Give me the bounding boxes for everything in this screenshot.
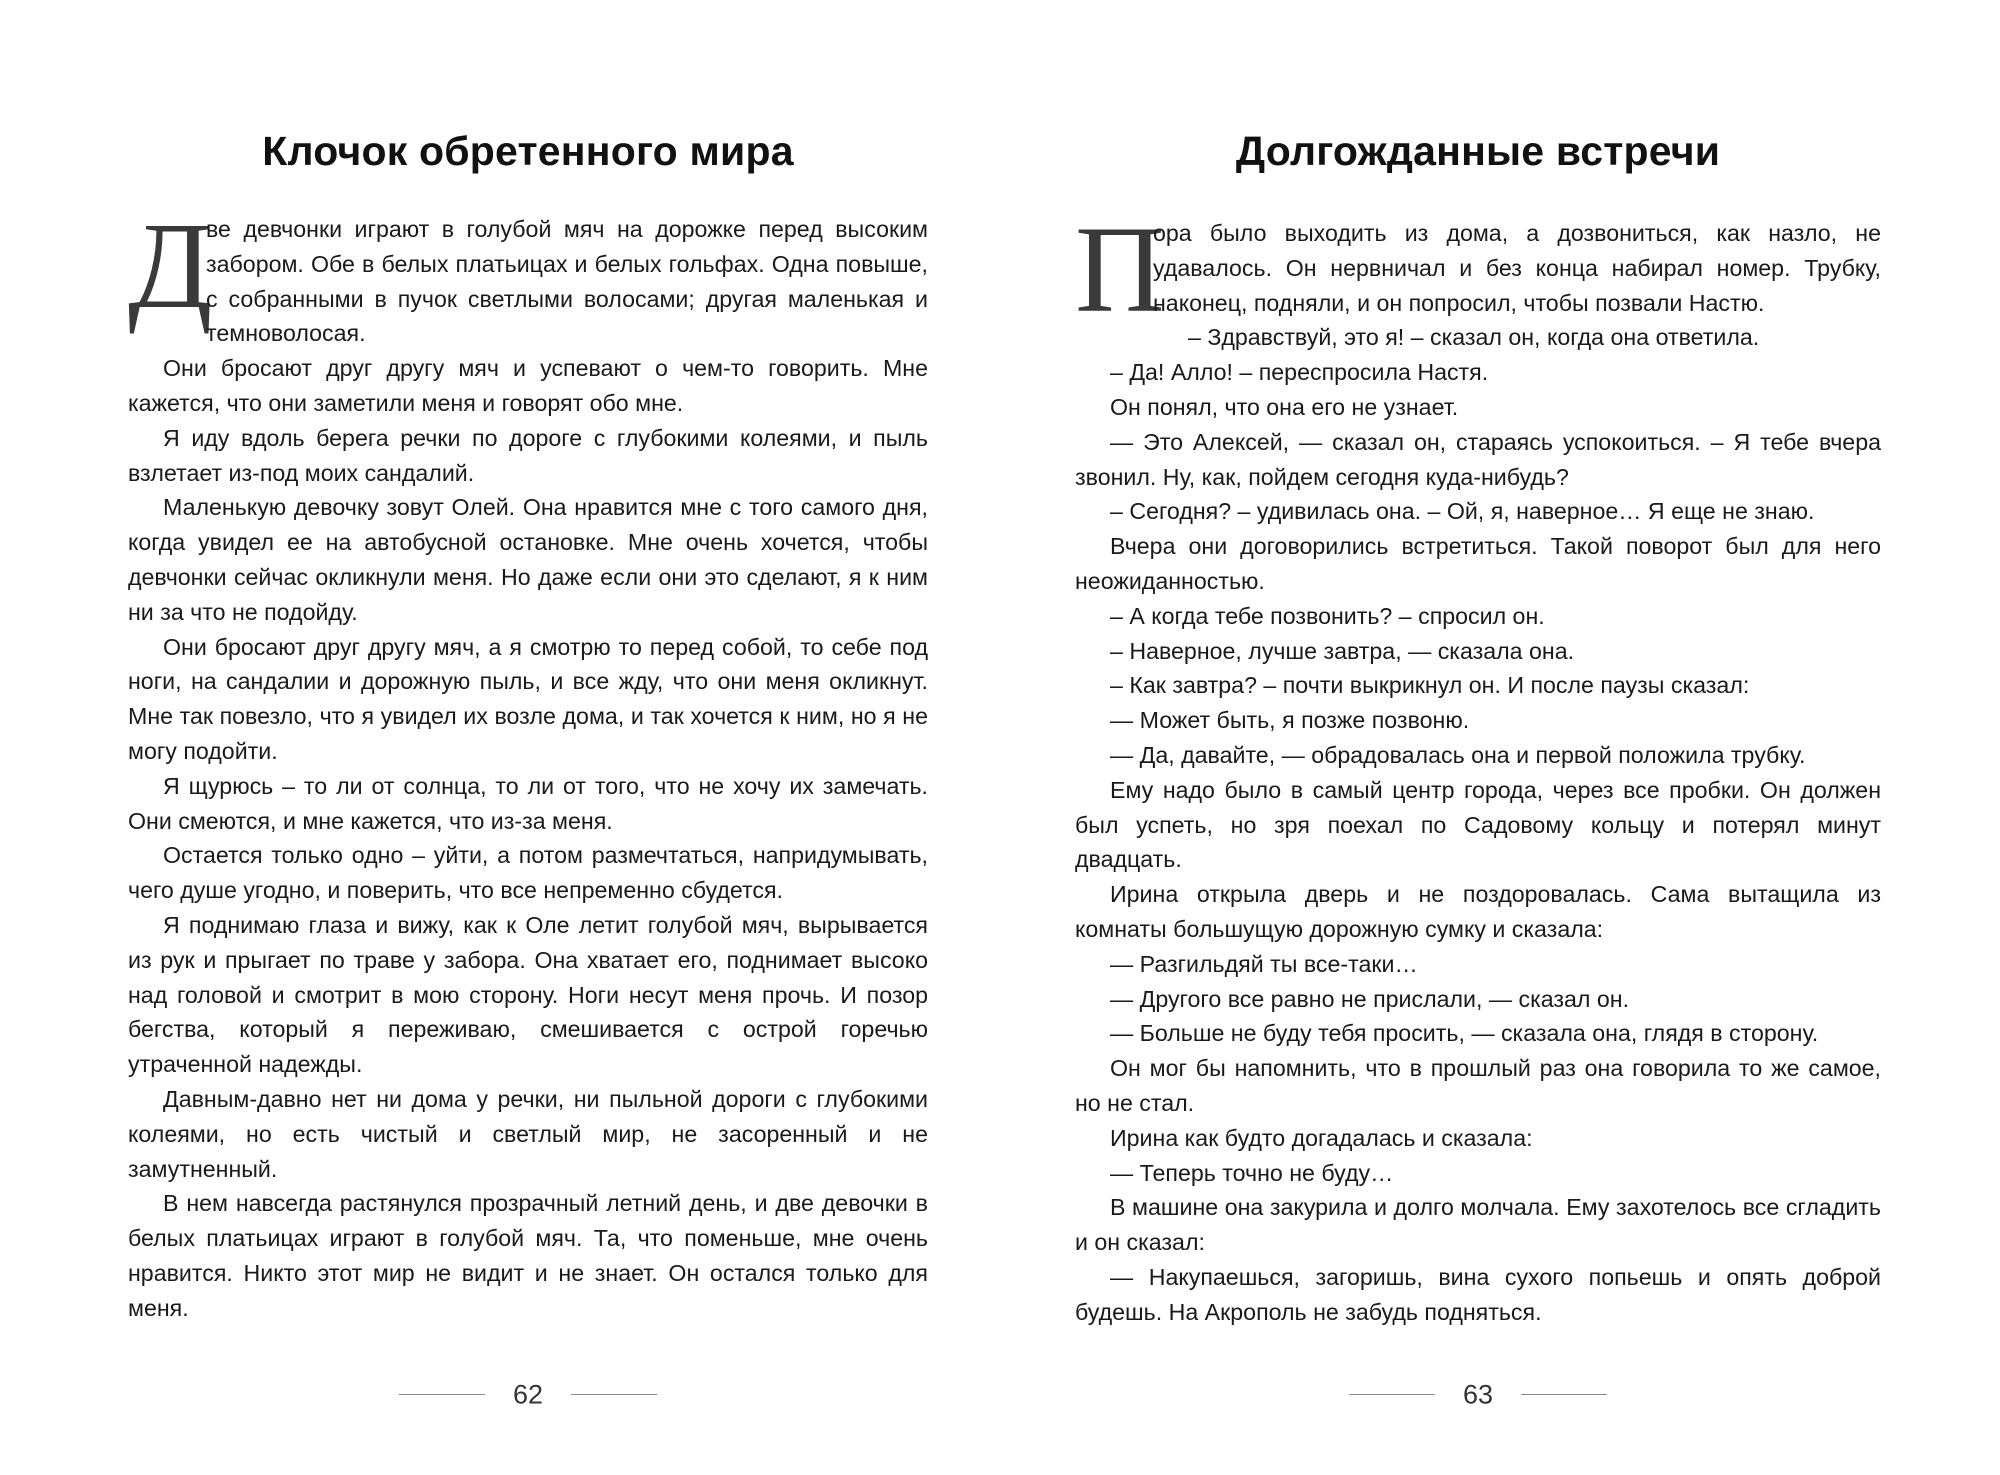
right-paragraph: — Накупаешься, загоришь, вина сухого попьешь и опять доброй будешь. На Акрополь не забудь подняться. bbox=[1075, 1263, 1881, 1325]
right-dropcap: П bbox=[1075, 201, 1165, 338]
left-paragraph: Маленькую девочку зовут Олей. Она нравится мне с того самого дня, когда увидел ее на автобусной остановке. Мне очень хочется, чтобы девчонки сейчас окликнули меня. Но даже если они это сделают, я к ним ни за что не подойду. bbox=[128, 494, 928, 625]
right-paragraph: — Да, давайте, — обрадовалась она и первой положила трубку. bbox=[1110, 741, 1806, 768]
left-page-number-value: 62 bbox=[512, 1379, 544, 1410]
right-paragraph: – Здравствуй, это я! – сказал он, когда она ответила. bbox=[1188, 324, 1760, 351]
right-paragraph: — Это Алексей, — сказал он, стараясь успокоиться. – Я тебе вчера звонил. Ну, как, пойдем сегодня куда-нибудь? bbox=[1075, 428, 1881, 490]
left-page-title: Клочок обретенного мира bbox=[262, 128, 794, 174]
left-paragraph: Они бросают друг другу мяч и успевают о чем-то говорить. Мне кажется, что они заметили меня и говорят обо мне. bbox=[128, 355, 928, 416]
right-paragraph: – Наверное, лучше завтра, — сказала она. bbox=[1110, 637, 1575, 664]
folio-rule-right bbox=[571, 1394, 657, 1395]
left-page bbox=[128, 0, 928, 1475]
left-paragraph: В нем навсегда растянулся прозрачный летний день, и две девочки в белых платьицах играют в голубой мяч. Та, что поменьше, мне очень нравится. Никто этот мир не видит и не знает. Он остался только для меня. bbox=[128, 1190, 928, 1321]
left-page-number bbox=[128, 1378, 928, 1410]
left-page-body bbox=[128, 197, 928, 1326]
folio-rule-right bbox=[1521, 1394, 1607, 1395]
right-paragraph: – Как завтра? – почти выкрикнул он. И после паузы сказал: bbox=[1110, 672, 1750, 699]
right-paragraph: — Разгильдяй ты все-таки… bbox=[1110, 950, 1418, 977]
left-first-paragraph-text: ве девчонки играют в голубой мяч на дорожке перед высоким забором. Обе в белых платьицах и белых гольфах. Одна повыше, с собранными в пучок светлыми волосами; другая маленькая и темноволосая. bbox=[206, 216, 928, 347]
right-paragraph: — Теперь точно не буду… bbox=[1110, 1159, 1394, 1186]
left-paragraph: Они бросают друг другу мяч, а я смотрю то перед собой, то себе под ноги, на сандалии и дорожную пыль, и все жду, что они меня окликнут. Мне так повезло, что я увидел их возле дома, и так хочется к ним, но я не могу подойти. bbox=[128, 633, 928, 764]
right-page-number bbox=[1075, 1378, 1881, 1410]
right-page-number-value: 63 bbox=[1462, 1379, 1494, 1410]
left-paragraph: Я щурюсь – то ли от солнца, то ли от того, что не хочу их замечать. Они смеются, и мне кажется, что из-за меня. bbox=[128, 772, 928, 834]
left-paragraph: Остается только одно – уйти, а потом размечтаться, напридумывать, чего душе угодно, и поверить, что все непременно сбудется. bbox=[128, 842, 928, 904]
right-paragraph: В машине она закурила и долго молчала. Ему захотелось все сгладить и он сказал: bbox=[1075, 1194, 1881, 1256]
right-paragraph: — Может быть, я позже позвоню. bbox=[1110, 707, 1470, 734]
left-dropcap: Д bbox=[128, 197, 213, 334]
right-paragraph: – Да! Алло! – переспросила Настя. bbox=[1110, 359, 1489, 386]
right-page-body bbox=[1075, 201, 1881, 1330]
right-paragraph: Он мог бы напомнить, что в прошлый раз она говорила то же самое, но не стал. bbox=[1075, 1055, 1881, 1116]
folio-rule-left bbox=[399, 1394, 485, 1395]
right-paragraph: Ему надо было в самый центр города, через все пробки. Он должен был успеть, но зря поехал по Садовому кольцу и потерял минут двадцать. bbox=[1075, 776, 1881, 873]
right-paragraph: Вчера они договорились встретиться. Такой поворот был для него неожиданностью. bbox=[1075, 533, 1881, 594]
left-paragraph: Давным-давно нет ни дома у речки, ни пыльной дороги с глубокими колеями, но есть чистый и светлый мир, не засоренный и не замутненный. bbox=[128, 1085, 928, 1182]
right-page bbox=[1075, 0, 1881, 1475]
right-paragraph: Он понял, что она его не узнает. bbox=[1110, 393, 1459, 420]
left-paragraph: Я поднимаю глаза и вижу, как к Оле летит голубой мяч, вырывается из рук и прыгает по траве у забора. Она хватает его, поднимает высоко над головой и смотрит в мою сторону. Ноги несут меня прочь. И позор бегства, который я переживаю, смешивается с острой горечью утраченной надежды. bbox=[128, 911, 928, 1078]
right-page-title: Долгожданные встречи bbox=[1235, 128, 1721, 174]
right-paragraph: — Больше не буду тебя просить, — сказала она, глядя в сторону. bbox=[1110, 1020, 1819, 1047]
folio-rule-left bbox=[1349, 1394, 1435, 1395]
right-paragraph: Ирина как будто догадалась и сказала: bbox=[1110, 1124, 1533, 1151]
right-paragraph: — Другого все равно не прислали, — сказал он. bbox=[1110, 985, 1630, 1012]
right-paragraph: – А когда тебе позвонить? – спросил он. bbox=[1110, 602, 1545, 629]
right-paragraph: – Сегодня? – удивилась она. – Ой, я, наверное… Я еще не знаю. bbox=[1110, 498, 1815, 525]
right-paragraph: Ирина открыла дверь и не поздоровалась. Сама вытащила из комнаты большущую дорожную сумку и сказала: bbox=[1075, 881, 1881, 942]
left-paragraph: Я иду вдоль берега речки по дороге с глубокими колеями, и пыль взлетает из-под моих сандалий. bbox=[128, 424, 928, 486]
left-first-paragraph bbox=[128, 197, 928, 351]
right-first-paragraph-text: ора было выходить из дома, а дозвониться, как назло, не удавалось. Он нервничал и без конца набирал номер. Трубку, наконец, подняли, и он попросил, чтобы позвали Настю. bbox=[1153, 220, 1881, 316]
